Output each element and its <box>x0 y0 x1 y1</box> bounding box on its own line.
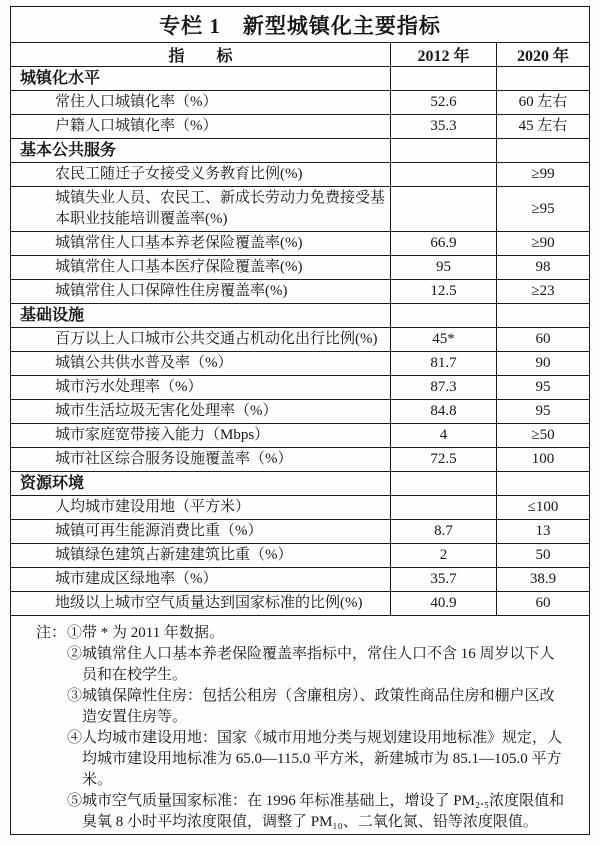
indicator-cell: 农民工随迁子女接受义务教育比例(%) <box>55 166 303 182</box>
indicator-cell: 常住人口城镇化率（%） <box>55 94 218 110</box>
value-2012-cell: 87.3 <box>390 376 496 399</box>
indicator-cell: 城镇常住人口基本养老保险覆盖率(%) <box>55 235 303 251</box>
value-2020-cell <box>496 304 589 327</box>
indicator-cell: 城市生活垃圾无害化处理率（%） <box>55 403 278 419</box>
indicator-cell: 基础设施 <box>20 307 85 324</box>
column-header-indicator: 指 标 <box>168 48 233 65</box>
value-2020-cell: 95 <box>496 400 589 423</box>
indicator-cell: 城镇失业人员、农民工、新成长劳动力免费接受基本职业技能培训覆盖率(%) <box>55 190 386 227</box>
value-2020-cell: 98 <box>496 256 589 279</box>
value-2012-cell <box>390 496 496 519</box>
indicator-cell: 地级以上城市空气质量达到国家标准的比例(%) <box>55 595 363 611</box>
notes-list <box>11 623 577 833</box>
table-row <box>11 472 589 496</box>
value-2020-cell: ≥90 <box>496 232 589 255</box>
table-row <box>11 352 589 376</box>
value-2012-cell: 12.5 <box>390 280 496 303</box>
column-header-2020: 2020 年 <box>496 43 589 66</box>
note-item: ③城镇保障性住房：包括公租房（含廉租房）、政策性商品住房和棚户区改造安置住房等。 <box>67 688 555 725</box>
table-row <box>11 496 589 520</box>
value-2020-cell: ≥23 <box>496 280 589 303</box>
value-2012-cell: 35.7 <box>390 568 496 591</box>
indicator-cell: 城镇公共供水普及率（%） <box>55 355 233 371</box>
indicator-cell: 城市污水处理率（%） <box>55 379 203 395</box>
note-item: ①带 * 为 2011 年数据。 <box>67 625 224 641</box>
table-title: 专栏 1 新型城镇化主要指标 <box>11 7 589 43</box>
indicator-cell: 城镇可再生能源消费比重（%） <box>55 523 263 539</box>
table-row <box>11 448 589 472</box>
indicator-cell: 百万以上人口城市公共交通占机动化出行比例(%) <box>55 331 378 347</box>
table-row <box>11 115 589 139</box>
indicator-cell: 城镇常住人口基本医疗保险覆盖率(%) <box>55 259 303 275</box>
value-2020-cell: ≥99 <box>496 163 589 186</box>
value-2020-cell: 38.9 <box>496 568 589 591</box>
value-2020-cell: 60 <box>496 328 589 351</box>
table-row <box>11 232 589 256</box>
notes-prefix: 注： <box>36 625 67 641</box>
table-row <box>11 187 589 232</box>
value-2020-cell: ≤100 <box>496 496 589 519</box>
value-2012-cell: 72.5 <box>390 448 496 471</box>
value-2020-cell: ≥50 <box>496 424 589 447</box>
value-2020-cell: 90 <box>496 352 589 375</box>
table-row <box>11 163 589 187</box>
table-row <box>11 139 589 163</box>
indicator-cell: 人均城市建设用地（平方米） <box>55 499 251 515</box>
table-header-row <box>11 43 589 67</box>
value-2012-cell: 2 <box>390 544 496 567</box>
table-row <box>11 304 589 328</box>
value-2012-cell <box>390 304 496 327</box>
value-2020-cell: 60 <box>496 592 589 615</box>
value-2020-cell: 50 <box>496 544 589 567</box>
value-2012-cell: 81.7 <box>390 352 496 375</box>
table-row <box>11 376 589 400</box>
value-2020-cell: 45 左右 <box>496 115 589 138</box>
indicator-cell: 城镇绿色建筑占新建建筑比重（%） <box>55 547 293 563</box>
value-2012-cell: 66.9 <box>390 232 496 255</box>
value-2012-cell: 35.3 <box>390 115 496 138</box>
table-row <box>11 520 589 544</box>
indicator-cell: 城市建成区绿地率（%） <box>55 571 218 587</box>
value-2012-cell: 8.7 <box>390 520 496 543</box>
value-2012-cell <box>390 472 496 495</box>
note-item: ④人均城市建设用地：国家《城市用地分类与规划建设用地标准》规定，人均城市建设用地标准为 65.0—115.0 平方米，新建城市为 85.1—105.0 平方米。 <box>67 730 563 788</box>
value-2020-cell <box>496 139 589 162</box>
value-2012-cell: 52.6 <box>390 91 496 114</box>
value-2020-cell <box>496 472 589 495</box>
indicator-cell: 城镇化水平 <box>20 70 101 87</box>
indicator-table-box <box>10 6 590 835</box>
table-row <box>11 280 589 304</box>
table-row <box>11 67 589 91</box>
value-2020-cell: 95 <box>496 376 589 399</box>
indicator-cell: 城镇常住人口保障性住房覆盖率(%) <box>55 283 288 299</box>
table-row <box>11 568 589 592</box>
value-2012-cell <box>390 139 496 162</box>
value-2020-cell: 60 左右 <box>496 91 589 114</box>
indicator-cell: 资源环境 <box>20 475 85 492</box>
table-row <box>11 544 589 568</box>
note-item: ②城镇常住人口基本养老保险覆盖率指标中，常住人口不含 16 周岁以下人员和在校学生。 <box>67 646 555 683</box>
value-2012-cell: 40.9 <box>390 592 496 615</box>
value-2020-cell: 13 <box>496 520 589 543</box>
table-row <box>11 424 589 448</box>
value-2020-cell: 100 <box>496 448 589 471</box>
value-2020-cell: ≥95 <box>496 187 589 231</box>
indicator-cell: 基本公共服务 <box>20 142 117 159</box>
indicator-cell: 户籍人口城镇化率（%） <box>55 118 218 134</box>
column-header-2012: 2012 年 <box>390 43 496 66</box>
value-2012-cell: 4 <box>390 424 496 447</box>
value-2012-cell: 84.8 <box>390 400 496 423</box>
value-2012-cell <box>390 187 496 231</box>
indicator-cell: 城市家庭宽带接入能力（Mbps） <box>55 427 270 443</box>
value-2012-cell: 45* <box>390 328 496 351</box>
table-row <box>11 91 589 115</box>
table-row <box>11 592 589 616</box>
notes-section <box>11 616 589 833</box>
table-row <box>11 328 589 352</box>
value-2012-cell <box>390 163 496 186</box>
value-2012-cell: 95 <box>390 256 496 279</box>
note-item: ⑤城市空气质量国家标准：在 1996 年标准基础上，增设了 PM₂.₅浓度限值和臭氧 8 小时平均浓度限值，调整了 PM₁₀、二氧化氮、铅等浓度限值。 <box>67 793 565 830</box>
table-row <box>11 256 589 280</box>
table-body <box>11 67 589 616</box>
value-2012-cell <box>390 67 496 90</box>
table-row <box>11 400 589 424</box>
indicator-cell: 城市社区综合服务设施覆盖率（%） <box>55 451 293 467</box>
value-2020-cell <box>496 67 589 90</box>
